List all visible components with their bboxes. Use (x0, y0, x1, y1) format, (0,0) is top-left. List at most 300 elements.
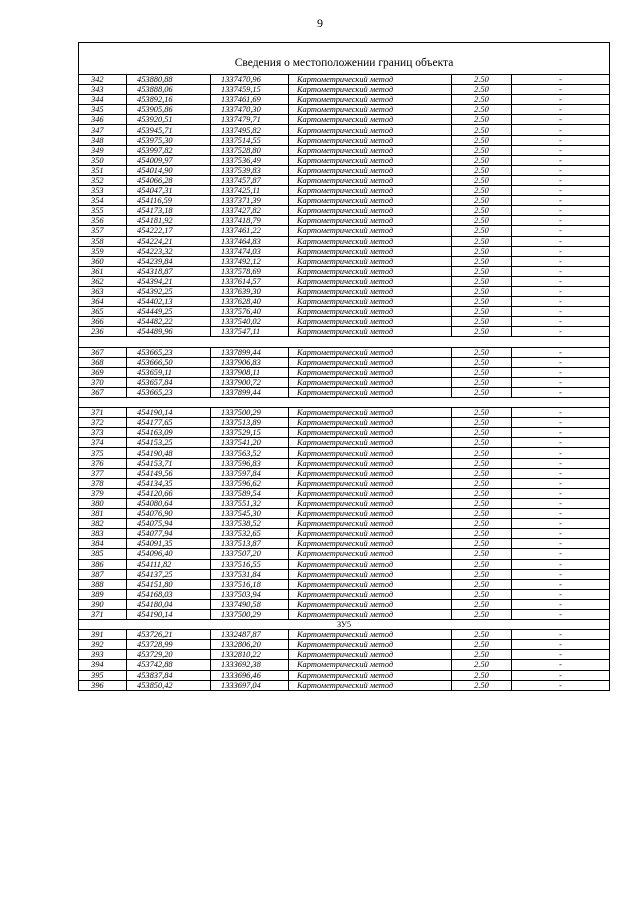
x-coordinate-cell: 454153,25 (127, 438, 211, 448)
precision-cell: 2.50 (452, 498, 512, 508)
precision-cell: 2.50 (452, 115, 512, 125)
table-title-row (79, 43, 610, 75)
description-cell: - (512, 347, 610, 357)
precision-cell: 2.50 (452, 458, 512, 468)
description-cell: - (512, 196, 610, 206)
precision-cell: 2.50 (452, 125, 512, 135)
y-coordinate-cell: 1337513,89 (211, 418, 289, 428)
x-coordinate-cell: 453726,21 (127, 630, 211, 640)
y-coordinate-cell: 1337614,57 (211, 276, 289, 286)
y-coordinate-cell: 1337545,30 (211, 509, 289, 519)
method-cell: Картометрический метод (289, 468, 452, 478)
point-number-cell: 351 (79, 165, 127, 175)
x-coordinate-cell: 453920,51 (127, 115, 211, 125)
point-number-cell: 384 (79, 539, 127, 549)
point-number-cell: 343 (79, 85, 127, 95)
boundary-coordinates-table (78, 42, 610, 691)
y-coordinate-cell: 1337538,52 (211, 519, 289, 529)
y-coordinate-cell: 1332810,22 (211, 650, 289, 660)
table-row (79, 246, 610, 256)
y-coordinate-cell: 1337541,20 (211, 438, 289, 448)
precision-cell: 2.50 (452, 428, 512, 438)
y-coordinate-cell: 1332806,20 (211, 640, 289, 650)
y-coordinate-cell: 1337628,40 (211, 297, 289, 307)
precision-cell: 2.50 (452, 609, 512, 619)
y-coordinate-cell: 1337551,32 (211, 498, 289, 508)
description-cell: - (512, 599, 610, 609)
x-coordinate-cell: 454080,64 (127, 498, 211, 508)
table-row (79, 307, 610, 317)
precision-cell: 2.50 (452, 155, 512, 165)
y-coordinate-cell: 1337906,83 (211, 357, 289, 367)
x-coordinate-cell: 454091,35 (127, 539, 211, 549)
precision-cell: 2.50 (452, 196, 512, 206)
precision-cell: 2.50 (452, 529, 512, 539)
precision-cell: 2.50 (452, 519, 512, 529)
description-cell: - (512, 428, 610, 438)
precision-cell: 2.50 (452, 509, 512, 519)
table-row (79, 650, 610, 660)
table-row (79, 509, 610, 519)
method-cell: Картометрический метод (289, 599, 452, 609)
x-coordinate-cell: 453728,99 (127, 640, 211, 650)
table-row (79, 175, 610, 185)
precision-cell: 2.50 (452, 569, 512, 579)
table-row (79, 145, 610, 155)
point-number-cell: 347 (79, 125, 127, 135)
table-row (79, 125, 610, 135)
point-number-cell: 376 (79, 458, 127, 468)
point-number-cell: 396 (79, 680, 127, 690)
precision-cell: 2.50 (452, 317, 512, 327)
y-coordinate-cell: 1337516,18 (211, 579, 289, 589)
table-row (79, 75, 610, 85)
precision-cell: 2.50 (452, 640, 512, 650)
method-cell: Картометрический метод (289, 95, 452, 105)
table-row (79, 670, 610, 680)
table-row (79, 428, 610, 438)
y-coordinate-cell: 1337539,83 (211, 165, 289, 175)
precision-cell: 2.50 (452, 408, 512, 418)
table-row (79, 680, 610, 690)
method-cell: Картометрический метод (289, 266, 452, 276)
y-coordinate-cell: 1337563,52 (211, 448, 289, 458)
x-coordinate-cell: 453945,71 (127, 125, 211, 135)
description-cell: - (512, 236, 610, 246)
y-coordinate-cell: 1337576,40 (211, 307, 289, 317)
description-cell: - (512, 408, 610, 418)
precision-cell: 2.50 (452, 670, 512, 680)
point-number-cell: 382 (79, 519, 127, 529)
description-cell: - (512, 317, 610, 327)
method-cell: Картометрический метод (289, 75, 452, 85)
point-number-cell: 368 (79, 357, 127, 367)
method-cell: Картометрический метод (289, 226, 452, 236)
description-cell: - (512, 206, 610, 216)
x-coordinate-cell: 454047,31 (127, 186, 211, 196)
table-row (79, 539, 610, 549)
point-number-cell: 375 (79, 448, 127, 458)
y-coordinate-cell: 1333692,38 (211, 660, 289, 670)
description-cell: - (512, 297, 610, 307)
precision-cell: 2.50 (452, 236, 512, 246)
y-coordinate-cell: 1337490,58 (211, 599, 289, 609)
section-spacer (79, 398, 610, 408)
method-cell: Картометрический метод (289, 236, 452, 246)
description-cell: - (512, 145, 610, 155)
method-cell: Картометрический метод (289, 327, 452, 337)
point-number-cell: 392 (79, 640, 127, 650)
point-number-cell: 360 (79, 256, 127, 266)
point-number-cell: 362 (79, 276, 127, 286)
method-cell: Картометрический метод (289, 569, 452, 579)
point-number-cell: 393 (79, 650, 127, 660)
point-number-cell: 378 (79, 478, 127, 488)
x-coordinate-cell: 454224,21 (127, 236, 211, 246)
y-coordinate-cell: 1337470,96 (211, 75, 289, 85)
method-cell: Картометрический метод (289, 307, 452, 317)
method-cell: Картометрический метод (289, 367, 452, 377)
table-row (79, 418, 610, 428)
method-cell: Картометрический метод (289, 276, 452, 286)
method-cell: Картометрический метод (289, 408, 452, 418)
description-cell: - (512, 327, 610, 337)
method-cell: Картометрический метод (289, 286, 452, 296)
x-coordinate-cell: 454392,25 (127, 286, 211, 296)
description-cell: - (512, 246, 610, 256)
table-row (79, 630, 610, 640)
precision-cell: 2.50 (452, 286, 512, 296)
table-row (79, 579, 610, 589)
description-cell: - (512, 105, 610, 115)
precision-cell: 2.50 (452, 559, 512, 569)
table-row (79, 216, 610, 226)
method-cell: Картометрический метод (289, 609, 452, 619)
precision-cell: 2.50 (452, 95, 512, 105)
point-number-cell: 344 (79, 95, 127, 105)
description-cell: - (512, 95, 610, 105)
y-coordinate-cell: 1337492,12 (211, 256, 289, 266)
x-coordinate-cell: 454163,09 (127, 428, 211, 438)
y-coordinate-cell: 1337479,71 (211, 115, 289, 125)
precision-cell: 2.50 (452, 488, 512, 498)
point-number-cell: 367 (79, 347, 127, 357)
x-coordinate-cell: 454077,94 (127, 529, 211, 539)
method-cell: Картометрический метод (289, 640, 452, 650)
x-coordinate-cell: 454173,18 (127, 206, 211, 216)
method-cell: Картометрический метод (289, 105, 452, 115)
point-number-cell: 369 (79, 367, 127, 377)
precision-cell: 2.50 (452, 660, 512, 670)
description-cell: - (512, 175, 610, 185)
precision-cell: 2.50 (452, 579, 512, 589)
table-row (79, 488, 610, 498)
description-cell: - (512, 266, 610, 276)
y-coordinate-cell: 1337418,79 (211, 216, 289, 226)
precision-cell: 2.50 (452, 266, 512, 276)
method-cell: Картометрический метод (289, 680, 452, 690)
description-cell: - (512, 448, 610, 458)
description-cell: - (512, 458, 610, 468)
method-cell: Картометрический метод (289, 115, 452, 125)
table-row (79, 408, 610, 418)
y-coordinate-cell: 1337529,15 (211, 428, 289, 438)
y-coordinate-cell: 1337461,69 (211, 95, 289, 105)
description-cell: - (512, 670, 610, 680)
y-coordinate-cell: 1337457,87 (211, 175, 289, 185)
x-coordinate-cell: 454075,94 (127, 519, 211, 529)
x-coordinate-cell: 454222,17 (127, 226, 211, 236)
point-number-cell: 359 (79, 246, 127, 256)
table-row (79, 609, 610, 619)
x-coordinate-cell: 453850,42 (127, 680, 211, 690)
description-cell: - (512, 680, 610, 690)
y-coordinate-cell: 1337531,84 (211, 569, 289, 579)
precision-cell: 2.50 (452, 105, 512, 115)
y-coordinate-cell: 1337464,83 (211, 236, 289, 246)
precision-cell: 2.50 (452, 85, 512, 95)
x-coordinate-cell: 454151,80 (127, 579, 211, 589)
point-number-cell: 388 (79, 579, 127, 589)
description-cell: - (512, 216, 610, 226)
point-number-cell: 342 (79, 75, 127, 85)
method-cell: Картометрический метод (289, 630, 452, 640)
table-row (79, 286, 610, 296)
method-cell: Картометрический метод (289, 670, 452, 680)
table-row (79, 95, 610, 105)
y-coordinate-cell: 1337597,84 (211, 468, 289, 478)
point-number-cell: 354 (79, 196, 127, 206)
method-cell: Картометрический метод (289, 196, 452, 206)
table-row (79, 105, 610, 115)
table-row (79, 135, 610, 145)
point-number-cell: 355 (79, 206, 127, 216)
point-number-cell: 381 (79, 509, 127, 519)
point-number-cell: 371 (79, 408, 127, 418)
method-cell: Картометрический метод (289, 165, 452, 175)
point-number-cell: 349 (79, 145, 127, 155)
x-coordinate-cell: 453905,86 (127, 105, 211, 115)
x-coordinate-cell: 454190,14 (127, 609, 211, 619)
table-row (79, 387, 610, 397)
precision-cell: 2.50 (452, 367, 512, 377)
method-cell: Картометрический метод (289, 155, 452, 165)
method-cell: Картометрический метод (289, 589, 452, 599)
x-coordinate-cell: 454066,28 (127, 175, 211, 185)
precision-cell: 2.50 (452, 387, 512, 397)
point-number-cell: 365 (79, 307, 127, 317)
table-row (79, 327, 610, 337)
method-cell: Картометрический метод (289, 206, 452, 216)
method-cell: Картометрический метод (289, 317, 452, 327)
table-row (79, 438, 610, 448)
precision-cell: 2.50 (452, 165, 512, 175)
y-coordinate-cell: 1337503,94 (211, 589, 289, 599)
method-cell: Картометрический метод (289, 660, 452, 670)
y-coordinate-cell: 1337536,49 (211, 155, 289, 165)
precision-cell: 2.50 (452, 680, 512, 690)
method-cell: Картометрический метод (289, 418, 452, 428)
x-coordinate-cell: 454318,87 (127, 266, 211, 276)
description-cell: - (512, 549, 610, 559)
table-row (79, 367, 610, 377)
x-coordinate-cell: 453666,50 (127, 357, 211, 367)
point-number-cell: 363 (79, 286, 127, 296)
method-cell: Картометрический метод (289, 125, 452, 135)
table-row (79, 206, 610, 216)
method-cell: Картометрический метод (289, 256, 452, 266)
method-cell: Картометрический метод (289, 539, 452, 549)
table-row (79, 165, 610, 175)
method-cell: Картометрический метод (289, 175, 452, 185)
point-number-cell: 380 (79, 498, 127, 508)
point-number-cell: 395 (79, 670, 127, 680)
y-coordinate-cell: 1337459,15 (211, 85, 289, 95)
precision-cell: 2.50 (452, 135, 512, 145)
description-cell: - (512, 660, 610, 670)
table-row (79, 266, 610, 276)
boundary-table-container (78, 42, 609, 691)
x-coordinate-cell: 453975,30 (127, 135, 211, 145)
precision-cell: 2.50 (452, 438, 512, 448)
precision-cell: 2.50 (452, 175, 512, 185)
table-row (79, 448, 610, 458)
table-row (79, 276, 610, 286)
table-row (79, 569, 610, 579)
y-coordinate-cell: 1337589,54 (211, 488, 289, 498)
point-number-cell: 361 (79, 266, 127, 276)
description-cell: - (512, 125, 610, 135)
section-spacer (79, 337, 610, 347)
method-cell: Картометрический метод (289, 428, 452, 438)
method-cell: Картометрический метод (289, 549, 452, 559)
description-cell: - (512, 387, 610, 397)
table-row (79, 589, 610, 599)
y-coordinate-cell: 1337427,82 (211, 206, 289, 216)
point-number-cell: 348 (79, 135, 127, 145)
y-coordinate-cell: 1337500,29 (211, 609, 289, 619)
x-coordinate-cell: 453657,84 (127, 377, 211, 387)
table-row (79, 478, 610, 488)
x-coordinate-cell: 453892,16 (127, 95, 211, 105)
x-coordinate-cell: 453742,88 (127, 660, 211, 670)
point-number-cell: 346 (79, 115, 127, 125)
x-coordinate-cell: 454177,65 (127, 418, 211, 428)
section-label: ЗУ5 (79, 620, 610, 630)
y-coordinate-cell: 1337540,02 (211, 317, 289, 327)
point-number-cell: 391 (79, 630, 127, 640)
description-cell: - (512, 256, 610, 266)
y-coordinate-cell: 1337495,82 (211, 125, 289, 135)
precision-cell: 2.50 (452, 327, 512, 337)
y-coordinate-cell: 1337516,55 (211, 559, 289, 569)
precision-cell: 2.50 (452, 186, 512, 196)
method-cell: Картометрический метод (289, 357, 452, 367)
method-cell: Картометрический метод (289, 377, 452, 387)
description-cell: - (512, 85, 610, 95)
precision-cell: 2.50 (452, 468, 512, 478)
x-coordinate-cell: 454190,14 (127, 408, 211, 418)
table-row (79, 85, 610, 95)
point-number-cell: 353 (79, 186, 127, 196)
x-coordinate-cell: 453997,82 (127, 145, 211, 155)
x-coordinate-cell: 454120,66 (127, 488, 211, 498)
x-coordinate-cell: 453837,84 (127, 670, 211, 680)
description-cell: - (512, 529, 610, 539)
point-number-cell: 385 (79, 549, 127, 559)
method-cell: Картометрический метод (289, 85, 452, 95)
x-coordinate-cell: 454449,25 (127, 307, 211, 317)
table-row (79, 529, 610, 539)
table-row (79, 196, 610, 206)
precision-cell: 2.50 (452, 256, 512, 266)
x-coordinate-cell: 453888,06 (127, 85, 211, 95)
y-coordinate-cell: 1337596,62 (211, 478, 289, 488)
table-row (79, 347, 610, 357)
x-coordinate-cell: 453880,88 (127, 75, 211, 85)
description-cell: - (512, 519, 610, 529)
precision-cell: 2.50 (452, 75, 512, 85)
description-cell: - (512, 186, 610, 196)
table-row (79, 226, 610, 236)
point-number-cell: 370 (79, 377, 127, 387)
x-coordinate-cell: 453659,11 (127, 367, 211, 377)
y-coordinate-cell: 1332487,87 (211, 630, 289, 640)
table-row (79, 186, 610, 196)
y-coordinate-cell: 1333697,04 (211, 680, 289, 690)
table-row (79, 357, 610, 367)
x-coordinate-cell: 454180,04 (127, 599, 211, 609)
x-coordinate-cell: 454149,56 (127, 468, 211, 478)
method-cell: Картометрический метод (289, 145, 452, 155)
description-cell: - (512, 165, 610, 175)
precision-cell: 2.50 (452, 630, 512, 640)
description-cell: - (512, 539, 610, 549)
table-row (79, 559, 610, 569)
description-cell: - (512, 418, 610, 428)
x-coordinate-cell: 454402,13 (127, 297, 211, 307)
method-cell: Картометрический метод (289, 458, 452, 468)
point-number-cell: 386 (79, 559, 127, 569)
point-number-cell: 236 (79, 327, 127, 337)
table-row (79, 155, 610, 165)
method-cell: Картометрический метод (289, 216, 452, 226)
y-coordinate-cell: 1337425,11 (211, 186, 289, 196)
y-coordinate-cell: 1337470,30 (211, 105, 289, 115)
x-coordinate-cell: 454181,92 (127, 216, 211, 226)
description-cell: - (512, 75, 610, 85)
point-number-cell: 390 (79, 599, 127, 609)
y-coordinate-cell: 1337500,29 (211, 408, 289, 418)
table-row (79, 549, 610, 559)
x-coordinate-cell: 454009,97 (127, 155, 211, 165)
point-number-cell: 357 (79, 226, 127, 236)
x-coordinate-cell: 454076,90 (127, 509, 211, 519)
description-cell: - (512, 276, 610, 286)
table-row (79, 498, 610, 508)
y-coordinate-cell: 1337899,44 (211, 347, 289, 357)
y-coordinate-cell: 1337900,72 (211, 377, 289, 387)
point-number-cell: 373 (79, 428, 127, 438)
point-number-cell: 364 (79, 297, 127, 307)
y-coordinate-cell: 1337639,30 (211, 286, 289, 296)
section-separator-row (79, 337, 610, 347)
table-row (79, 660, 610, 670)
method-cell: Картометрический метод (289, 579, 452, 589)
table-row (79, 640, 610, 650)
description-cell: - (512, 609, 610, 619)
method-cell: Картометрический метод (289, 246, 452, 256)
